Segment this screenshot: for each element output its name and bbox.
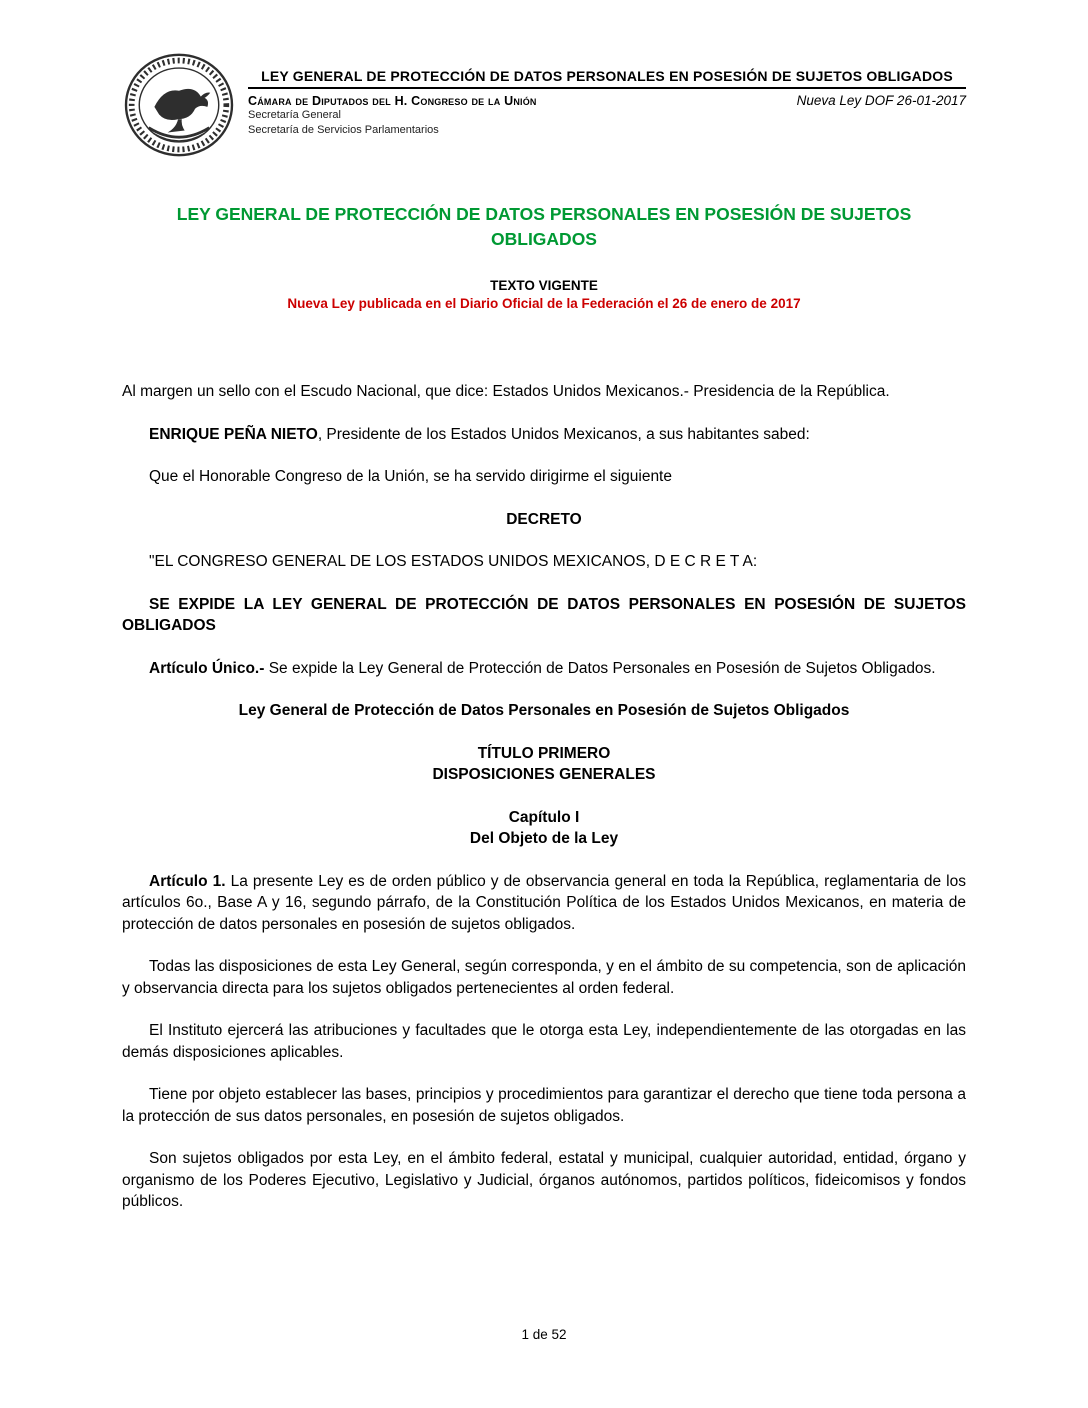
paragraph-todas [122,956,966,999]
paragraph-text: Al margen un sello con el Escudo Nacional, que dice: Estados Unidos Mexicanos.- Presidencia de la República. [122,383,890,400]
paragraph-congreso [122,466,966,488]
paragraph-objeto [122,1084,966,1127]
paragraph-text: "EL CONGRESO GENERAL DE LOS ESTADOS UNIDOS MEXICANOS, D E C R E T A: [149,553,758,570]
paragraph-text: Tiene por objeto establecer las bases, principios y procedimientos para garantizar el derecho que tiene toda persona a la protección de sus datos personales, en posesión de sujetos obligados. [122,1086,966,1125]
paragraph-sujetos [122,1148,966,1213]
page-number: 1 de 52 [521,1327,567,1342]
secretariat-servicios-label: Secretaría de Servicios Parlamentarios [248,124,439,136]
paragraph-lead: Artículo 1. [149,872,226,890]
law-reference: Nueva Ley DOF 26-01-2017 [796,93,966,108]
heading-ley-general: Ley General de Protección de Datos Personales en Posesión de Sujetos Obligados [238,702,850,719]
header-meta-row [248,93,966,108]
paragraph-text: Son sujetos obligados por esta Ley, en el ámbito federal, estatal y municipal, cualquier autoridad, entidad, órgano y organismo de los Poderes Ejecutivo, Legislativo y Judicial, órganos autónomos, partidos políticos, fideicomisos y fondos públicos. [122,1150,966,1210]
paragraph-text: SE EXPIDE LA LEY GENERAL DE PROTECCIÓN DE DATOS PERSONALES EN POSESIÓN DE SUJETOS OBLIGADOS [122,595,966,634]
heading-objeto-ley: Del Objeto de la Ley [469,830,619,847]
document-header [122,52,966,158]
status-label: TEXTO VIGENTE [490,278,598,293]
national-seal-icon [122,52,236,158]
paragraph-se-expide [122,594,966,637]
paragraph-text: Todas las disposiciones de esta Ley General, según corresponda, y en el ámbito de su competencia, son de aplicación y observancia directa para los sujetos obligados pertenecientes al orden federal. [122,958,966,997]
document-body [122,381,966,1213]
paragraph-text: , Presidente de los Estados Unidos Mexicanos, a sus habitantes sabed: [317,425,810,443]
paragraph-decreta [122,551,966,573]
paragraph-text: Se expide la Ley General de Protección de Datos Personales en Posesión de Sujetos Obligados. [264,659,936,677]
heading-titulo-primero-group [122,743,966,786]
header-law-title: LEY GENERAL DE PROTECCIÓN DE DATOS PERSONALES EN POSESIÓN DE SUJETOS OBLIGADOS [248,68,966,89]
paragraph-text: La presente Ley es de orden público y de observancia general en toda la República, reglamentaria de los artículos 6o., Base A y 16, segundo párrafo, de la Constitución Política de los Estados Unidos Mexicanos, en materia de protección de datos personales en posesión de sujetos obligados. [122,872,966,933]
heading-titulo-primero: TÍTULO PRIMERO [477,744,611,762]
publication-note: Nueva Ley publicada en el Diario Oficial de la Federación el 26 de enero de 2017 [287,296,801,311]
header-text-block [248,52,966,138]
paragraph-al-margen [122,381,966,403]
paragraph-articulo-unico [122,658,966,680]
heading-capitulo-i: Capítulo I [508,808,580,826]
paragraph-lead: ENRIQUE PEÑA NIETO [149,425,318,443]
paragraph-enrique [122,424,966,446]
chamber-label: Cámara de Diputados del H. Congreso de la Unión [248,94,537,108]
page-title: LEY GENERAL DE PROTECCIÓN DE DATOS PERSONALES EN POSESIÓN DE SUJETOS OBLIGADOS [176,204,912,249]
paragraph-lead: Artículo Único.- [149,659,265,677]
paragraph-text: El Instituto ejercerá las atribuciones y facultades que le otorga esta Ley, independientemente de las otorgadas en las demás disposiciones aplicables. [122,1022,966,1061]
heading-disposiciones-generales: DISPOSICIONES GENERALES [432,766,656,783]
secretariat-general-label: Secretaría General [248,109,341,121]
paragraph-articulo-1 [122,871,966,936]
paragraph-text: Que el Honorable Congreso de la Unión, se ha servido dirigirme el siguiente [149,468,672,485]
heading-capitulo-group [122,807,966,850]
paragraph-instituto [122,1020,966,1063]
heading-decreto: DECRETO [506,510,582,528]
